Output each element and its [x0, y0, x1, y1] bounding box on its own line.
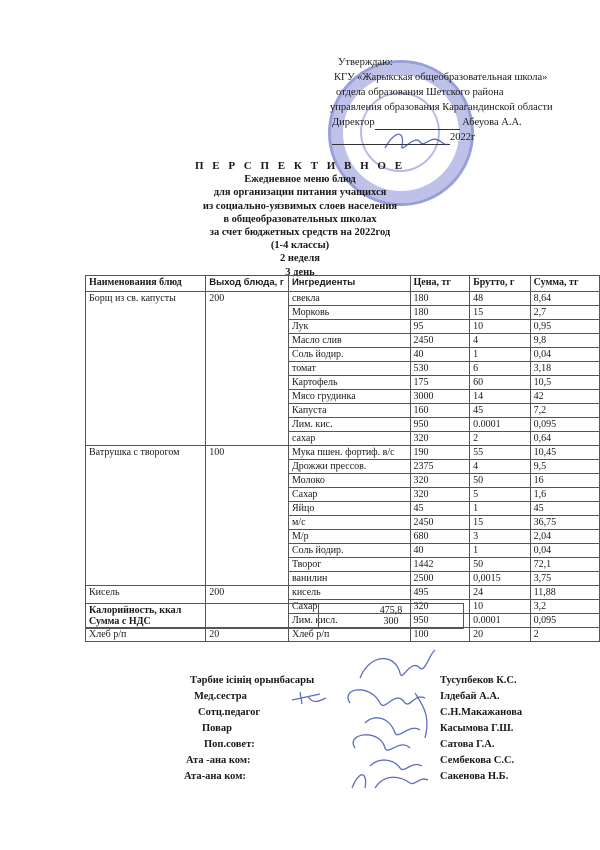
- director-name: Абеуова А.А.: [462, 117, 522, 128]
- price-cell: 950: [410, 418, 470, 432]
- sum-cell: 72,1: [530, 558, 599, 572]
- gross-cell: 45: [470, 404, 531, 418]
- header-ingredients: Ингредиенты: [288, 276, 410, 292]
- gross-cell: 0,0015: [470, 572, 531, 586]
- totals-row: [86, 604, 464, 629]
- signer-role: Ата -ана ком:: [186, 755, 251, 766]
- table-row: [86, 446, 600, 460]
- sum-cell: 16: [530, 474, 599, 488]
- dish-output-cell: 20: [206, 628, 289, 642]
- title-classes: (1-4 классы): [270, 240, 330, 252]
- sum-cell: 9,8: [530, 334, 599, 348]
- price-cell: 180: [410, 292, 470, 306]
- dish-name-cell: Хлеб р/п: [86, 628, 206, 642]
- gross-cell: 0.0001: [470, 614, 531, 628]
- price-cell: 3000: [410, 390, 470, 404]
- gross-cell: 10: [470, 600, 531, 614]
- gross-cell: 24: [470, 586, 531, 600]
- sum-cell: 0,95: [530, 320, 599, 334]
- signer-role: Повар: [202, 723, 232, 734]
- price-cell: 40: [410, 348, 470, 362]
- ingredient-cell: Соль йодир.: [288, 544, 410, 558]
- sum-cell: 11,88: [530, 586, 599, 600]
- title-line-5: в общеобразовательных школах: [223, 213, 377, 225]
- sum-cell: 42: [530, 390, 599, 404]
- sum-cell: 3,18: [530, 362, 599, 376]
- gross-cell: 5: [470, 488, 531, 502]
- table-row: [86, 628, 600, 642]
- signer-name: Касымова Г.Ш.: [440, 723, 514, 734]
- signer-row: [190, 705, 550, 721]
- price-cell: 320: [410, 488, 470, 502]
- title-line-3: для организации питания учащихся: [213, 187, 387, 199]
- gross-cell: 6: [470, 362, 531, 376]
- calories-value: 475,8: [379, 605, 403, 616]
- sum-vat-value: 300: [383, 616, 399, 627]
- approval-block: [330, 55, 594, 145]
- price-cell: 1442: [410, 558, 470, 572]
- title-day: 3 день: [285, 266, 315, 278]
- gross-cell: 3: [470, 530, 531, 544]
- ingredient-cell: Лим. кис.: [288, 418, 410, 432]
- title-perspective: П Е Р С П Е К Т И В Н О Е: [194, 160, 406, 172]
- ingredient-cell: Морковь: [288, 306, 410, 320]
- signer-role: Мед.сестра: [194, 691, 247, 702]
- date-blank-line: [332, 144, 450, 145]
- ingredient-cell: М/р: [288, 530, 410, 544]
- date-line: [332, 130, 594, 145]
- gross-cell: 0.0001: [470, 418, 531, 432]
- approval-line-1: Утверждаю:: [338, 57, 393, 68]
- gross-cell: 20: [470, 628, 531, 642]
- price-cell: 680: [410, 530, 470, 544]
- price-cell: 95: [410, 320, 470, 334]
- header-gross: Брутто, г: [470, 276, 531, 292]
- signers-block: [184, 673, 550, 785]
- ingredient-cell: Лук: [288, 320, 410, 334]
- price-cell: 2450: [410, 516, 470, 530]
- approval-line-2: КГУ «Жарыкская общеобразовательная школа»: [334, 72, 548, 83]
- gross-cell: 4: [470, 334, 531, 348]
- sum-cell: 3,75: [530, 572, 599, 586]
- dish-output-cell: 200: [206, 586, 289, 628]
- price-cell: 2500: [410, 572, 470, 586]
- sum-cell: 0,04: [530, 348, 599, 362]
- signer-name: Сатова Г.А.: [440, 739, 495, 750]
- gross-cell: 60: [470, 376, 531, 390]
- ingredient-cell: Молоко: [288, 474, 410, 488]
- title-week: 2 неделя: [280, 253, 320, 265]
- ingredient-cell: м/с: [288, 516, 410, 530]
- signer-row: [190, 673, 550, 689]
- sum-cell: 9,5: [530, 460, 599, 474]
- sum-cell: 1,6: [530, 488, 599, 502]
- sum-cell: 10,5: [530, 376, 599, 390]
- totals-table: [85, 603, 464, 629]
- ingredient-cell: кисель: [288, 586, 410, 600]
- sum-cell: 7,2: [530, 404, 599, 418]
- signer-row: [190, 721, 550, 737]
- dish-name-cell: Борщ из св. капусты: [86, 292, 206, 446]
- price-cell: 320: [410, 600, 470, 614]
- sum-cell: 2,7: [530, 306, 599, 320]
- signer-role: Поп.совет:: [204, 739, 255, 750]
- sum-cell: 8,64: [530, 292, 599, 306]
- menu-table: [85, 275, 600, 642]
- price-cell: 40: [410, 544, 470, 558]
- header-dish-name: Наименования блюд: [86, 276, 206, 292]
- price-cell: 530: [410, 362, 470, 376]
- signer-row: [184, 769, 550, 785]
- price-cell: 950: [410, 614, 470, 628]
- sum-cell: 10,45: [530, 446, 599, 460]
- ingredient-cell: Капуста: [288, 404, 410, 418]
- table-row: [86, 586, 600, 600]
- dish-output-cell: 200: [206, 292, 289, 446]
- dish-output-cell: 100: [206, 446, 289, 586]
- signer-role: Тәрбие ісінің орынбасары: [190, 675, 315, 686]
- price-cell: 100: [410, 628, 470, 642]
- director-line: [332, 115, 594, 130]
- gross-cell: 48: [470, 292, 531, 306]
- price-cell: 45: [410, 502, 470, 516]
- signer-name: С.Н.Макажанова: [440, 707, 523, 718]
- ingredient-cell: Мясо грудинка: [288, 390, 410, 404]
- ingredient-cell: Хлеб р/п: [288, 628, 410, 642]
- sum-cell: 36,75: [530, 516, 599, 530]
- sum-cell: 45: [530, 502, 599, 516]
- gross-cell: 4: [470, 460, 531, 474]
- gross-cell: 10: [470, 320, 531, 334]
- sum-cell: 0,095: [530, 418, 599, 432]
- header-sum: Сумма, тг: [530, 276, 599, 292]
- ingredient-cell: Сахар: [288, 488, 410, 502]
- gross-cell: 50: [470, 474, 531, 488]
- price-cell: 495: [410, 586, 470, 600]
- sum-cell: 2: [530, 628, 599, 642]
- gross-cell: 55: [470, 446, 531, 460]
- price-cell: 180: [410, 306, 470, 320]
- signer-role: Сотц.педагог: [198, 707, 261, 718]
- ingredient-cell: ванилин: [288, 572, 410, 586]
- signer-name: Тусупбеков К.С.: [440, 675, 517, 686]
- title-line-6: за счет бюджетных средств на 2022год: [209, 227, 391, 239]
- director-label: Директор: [332, 117, 375, 128]
- signer-row: [190, 689, 550, 705]
- ingredient-cell: Яйцо: [288, 502, 410, 516]
- signer-name: Сакенова Н.Б.: [440, 771, 509, 782]
- signer-row: [190, 737, 550, 753]
- price-cell: 320: [410, 432, 470, 446]
- dish-name-cell: Кисель: [86, 586, 206, 628]
- price-cell: 2450: [410, 334, 470, 348]
- ingredient-cell: Мука пшен. фортиф. в/с: [288, 446, 410, 460]
- ingredient-cell: Лим. кисл.: [288, 614, 410, 628]
- approval-line-3: отдела образования Шетского района: [336, 87, 504, 98]
- approval-line-4: управления образования Карагандинской области: [330, 102, 553, 113]
- signer-name: Сембекова С.С.: [440, 755, 515, 766]
- ingredient-cell: Сахар: [288, 600, 410, 614]
- ingredient-cell: томат: [288, 362, 410, 376]
- ingredient-cell: Масло слив: [288, 334, 410, 348]
- calories-label: Калорийность, ккал: [89, 605, 182, 616]
- sum-cell: 2,04: [530, 530, 599, 544]
- signer-row: [186, 753, 550, 769]
- signer-role: Ата-ана ком:: [184, 771, 246, 782]
- table-row: [86, 292, 600, 306]
- price-cell: 190: [410, 446, 470, 460]
- ingredient-cell: сахар: [288, 432, 410, 446]
- title-line-2: Ежедневное меню блюд: [244, 174, 356, 186]
- sum-cell: 0,04: [530, 544, 599, 558]
- header-output: Выход блюда, г: [206, 276, 289, 292]
- sum-cell: 3,2: [530, 600, 599, 614]
- gross-cell: 1: [470, 502, 531, 516]
- price-cell: 320: [410, 474, 470, 488]
- gross-cell: 1: [470, 544, 531, 558]
- sum-cell: 0,095: [530, 614, 599, 628]
- price-cell: 175: [410, 376, 470, 390]
- price-cell: 2375: [410, 460, 470, 474]
- date-year: 2022г: [450, 132, 476, 143]
- ingredient-cell: Творог: [288, 558, 410, 572]
- ingredient-cell: свекла: [288, 292, 410, 306]
- menu-table-body: [86, 292, 600, 642]
- header-price: Цена, тг: [410, 276, 470, 292]
- table-header-row: [86, 276, 600, 292]
- gross-cell: 2: [470, 432, 531, 446]
- title-line-4: из социально-уязвимых слоев населения: [202, 200, 398, 212]
- totals-values: [319, 604, 464, 629]
- gross-cell: 14: [470, 390, 531, 404]
- totals-labels: [86, 604, 319, 629]
- sum-cell: 0,64: [530, 432, 599, 446]
- ingredient-cell: Соль йодир.: [288, 348, 410, 362]
- dish-name-cell: Ватрушка с творогом: [86, 446, 206, 586]
- gross-cell: 15: [470, 516, 531, 530]
- gross-cell: 1: [470, 348, 531, 362]
- signer-name: Ілдебай А.А.: [440, 691, 500, 702]
- gross-cell: 50: [470, 558, 531, 572]
- sum-vat-label: Сумма с НДС: [89, 616, 151, 627]
- gross-cell: 15: [470, 306, 531, 320]
- document-title: [150, 160, 450, 279]
- ingredient-cell: Дрожжи прессов.: [288, 460, 410, 474]
- ingredient-cell: Картофель: [288, 376, 410, 390]
- price-cell: 160: [410, 404, 470, 418]
